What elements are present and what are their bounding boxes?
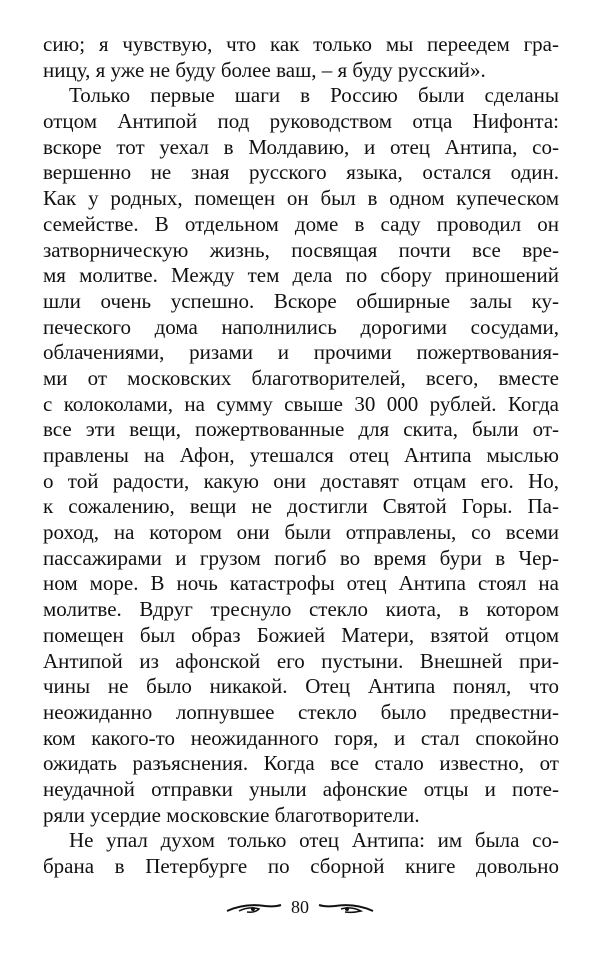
text-line: с колоколами, на сумму свыше 30 000 рублей. Когда bbox=[43, 391, 559, 416]
text-line: затворническую жизнь, посвящая почти все вре- bbox=[43, 237, 559, 262]
text-line: ми от московских благотворителей, всего, вместе bbox=[43, 365, 559, 390]
text-line: все эти вещи, пожертвованные для скита, были от- bbox=[43, 417, 559, 442]
page-footer bbox=[0, 897, 600, 918]
text-line: неудачной отправки уныли афонские отцы и поте- bbox=[43, 776, 559, 801]
text-line: помещен был образ Божией Матери, взятой отцом bbox=[43, 622, 559, 647]
text-line: ном море. В ночь катастрофы отец Антипа стоял на bbox=[43, 571, 559, 596]
text-line: сию; я чувствую, что как только мы переедем гра- bbox=[43, 32, 559, 56]
left-ornament-icon bbox=[225, 901, 283, 915]
text-line: шли очень успешно. Вскоре обширные залы ку- bbox=[43, 288, 559, 313]
text-line: вершенно не зная русского языка, остался один. bbox=[43, 160, 559, 185]
text-line: пассажирами и грузом погиб во время бури в Чер- bbox=[43, 545, 559, 570]
text-line: вскоре тот уехал в Молдавию, и отец Антипа, со- bbox=[43, 134, 559, 159]
page-number: 80 bbox=[291, 897, 309, 917]
text-line: ожидать разъяснения. Когда все стало известно, от bbox=[43, 751, 559, 776]
text-line: печеского дома наполнились дорогими сосудами, bbox=[43, 314, 559, 339]
text-line: семействе. В отдельном доме в саду проводил он bbox=[43, 211, 559, 236]
text-line: ряли усердие московские благотворители. bbox=[43, 802, 420, 827]
text-line: ком какого-то неожиданного горя, и стал спокойно bbox=[43, 725, 559, 750]
text-line: Только первые шаги в Россию были сделаны bbox=[69, 83, 559, 108]
body-text bbox=[43, 32, 559, 880]
text-line: облачениями, ризами и прочими пожертвования- bbox=[43, 340, 559, 365]
text-line: правлены на Афон, утешался отец Антипа мыслью bbox=[43, 443, 559, 467]
text-line: к сожалению, вещи не достигли Святой Горы. Па- bbox=[43, 494, 559, 519]
text-line: о той радости, какую они доставят отцам его. Но, bbox=[43, 468, 559, 493]
text-line: Как у родных, помещен он был в одном купеческом bbox=[43, 186, 559, 211]
text-line: ницу, я уже не буду более ваш, – я буду русский». bbox=[43, 57, 486, 82]
text-line: молитве. Вдруг треснуло стекло киота, в котором bbox=[43, 597, 559, 622]
text-line: неожиданно лопнувшее стекло было предвестни- bbox=[43, 699, 559, 724]
text-line: Не упал духом только отец Антипа: им была со- bbox=[69, 828, 559, 853]
text-line: роход, на котором они были отправлены, со всеми bbox=[43, 520, 559, 545]
text-line: отцом Антипой под руководством отца Нифонта: bbox=[43, 109, 559, 134]
text-line: мя молитве. Между тем дела по сбору приношений bbox=[43, 263, 559, 288]
text-line: брана в Петербурге по сборной книге довольно bbox=[43, 854, 559, 878]
right-ornament-icon bbox=[317, 901, 375, 915]
text-line: чины не было никакой. Отец Антипа понял, что bbox=[43, 674, 559, 699]
text-line: Антипой из афонской его пустыни. Внешней при- bbox=[43, 648, 559, 673]
